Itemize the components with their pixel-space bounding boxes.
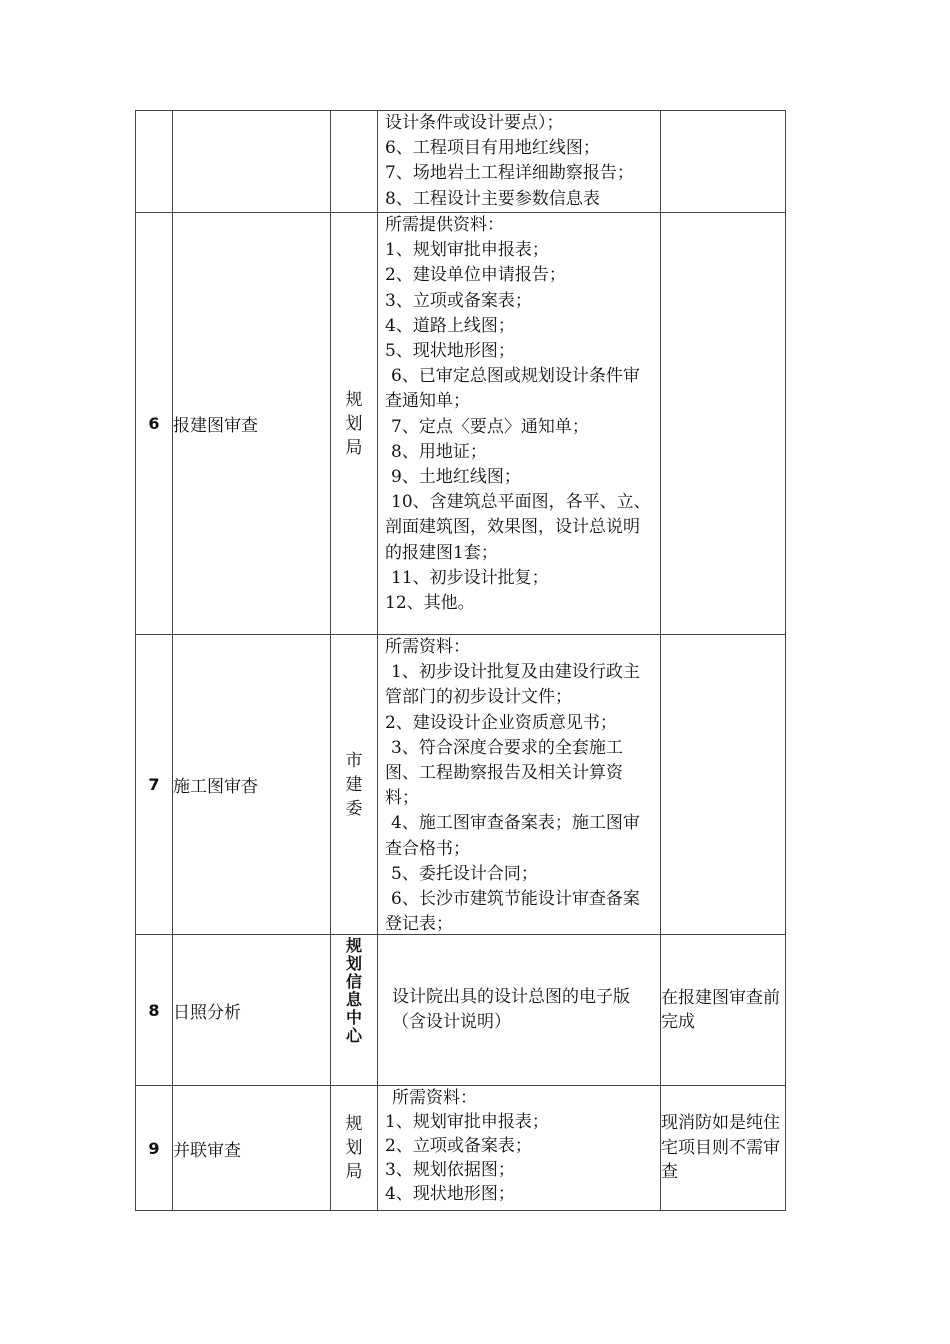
required-materials — [378, 111, 661, 213]
material-item: 所需资料： — [385, 637, 470, 657]
remark: 在报建图审查前完成 — [661, 935, 786, 1086]
material-item: 所需提供资料： — [385, 215, 504, 235]
material-item: 12、其他。 — [385, 593, 475, 614]
material-item: 4、现状地形图； — [385, 1184, 515, 1204]
material-item: 8、用地证； — [391, 441, 487, 462]
material-item: 5、委托设计合同； — [391, 863, 538, 884]
material-item: 3、立项或备案表； — [385, 290, 532, 311]
material-item: 7、场地岩土工程详细勘察报告； — [385, 163, 634, 184]
table-row — [136, 635, 786, 935]
item-name: 报建图审查 — [173, 213, 331, 635]
material-item: 8、工程设计主要参数信息表 — [385, 188, 600, 209]
remark: 现消防如是纯住宅项目则不需审查 — [661, 1086, 786, 1211]
required-materials — [378, 935, 661, 1086]
department: 市建委 — [331, 635, 378, 935]
item-name — [173, 111, 331, 213]
row-number: 9 — [136, 1086, 173, 1211]
material-item: 6、长沙市建筑节能设计审查备案登记表； — [385, 889, 640, 934]
row-number — [136, 111, 173, 213]
table-row — [136, 1086, 786, 1211]
table-row — [136, 935, 786, 1086]
material-item: 7、定点〈要点〉通知单； — [391, 416, 589, 437]
item-name: 日照分析 — [173, 935, 331, 1086]
remark — [661, 635, 786, 935]
table-row — [136, 213, 786, 635]
material-item: 6、工程项目有用地红线图； — [385, 138, 600, 159]
material-item: 10、含建筑总平面图，各平、立、剖面建筑图，效果图，设计总说明的报建图1套； — [385, 492, 651, 563]
material-item: 9、土地红线图； — [391, 467, 521, 488]
material-item: 1、初步设计批复及由建设行政主管部门的初步设计文件； — [385, 662, 640, 708]
department: 规划信息中心 — [331, 935, 378, 1086]
required-materials — [378, 1086, 661, 1211]
required-materials — [378, 635, 661, 935]
material-item: 3、规划依据图； — [385, 1160, 515, 1180]
remark — [661, 213, 786, 635]
material-item: 2、建设设计企业资质意见书； — [385, 712, 617, 733]
required-materials — [378, 213, 661, 635]
item-name: 并联审查 — [173, 1086, 331, 1211]
material-item: 2、建设单位申请报告； — [385, 265, 566, 286]
material-item: 11、初步设计批复； — [391, 567, 549, 588]
row-number: 6 — [136, 213, 173, 635]
department — [331, 111, 378, 213]
material-item: 1、规划审批申报表； — [385, 240, 549, 261]
material-item: 1、规划审批申报表； — [385, 1112, 549, 1132]
material-item: 4、施工图审查备案表；施工图审查合格书； — [385, 813, 640, 859]
row-number: 7 — [136, 635, 173, 935]
remark — [661, 111, 786, 213]
material-item: 设计条件或设计要点）； — [385, 113, 564, 133]
department: 规划局 — [331, 1086, 378, 1211]
approval-procedure-table — [135, 110, 786, 1211]
row-number: 8 — [136, 935, 173, 1086]
material-item: 3、符合深度合要求的全套施工图、工程勘察报告及相关计算资料； — [385, 737, 623, 809]
material-item: 4、道路上线图； — [385, 315, 515, 336]
material-item: 5、现状地形图； — [385, 341, 515, 362]
table-row — [136, 111, 786, 213]
department: 规划局 — [331, 213, 378, 635]
item-name: 施工图审杳 — [173, 635, 331, 935]
material-item: 设计院出具的设计总图的电子版（含设计说明） — [392, 986, 630, 1032]
material-item: 6、已审定总图或规划设计条件审查通知单； — [385, 366, 640, 412]
material-item: 2、立项或备案表； — [385, 1136, 532, 1156]
material-item: 所需资料： — [392, 1088, 477, 1108]
